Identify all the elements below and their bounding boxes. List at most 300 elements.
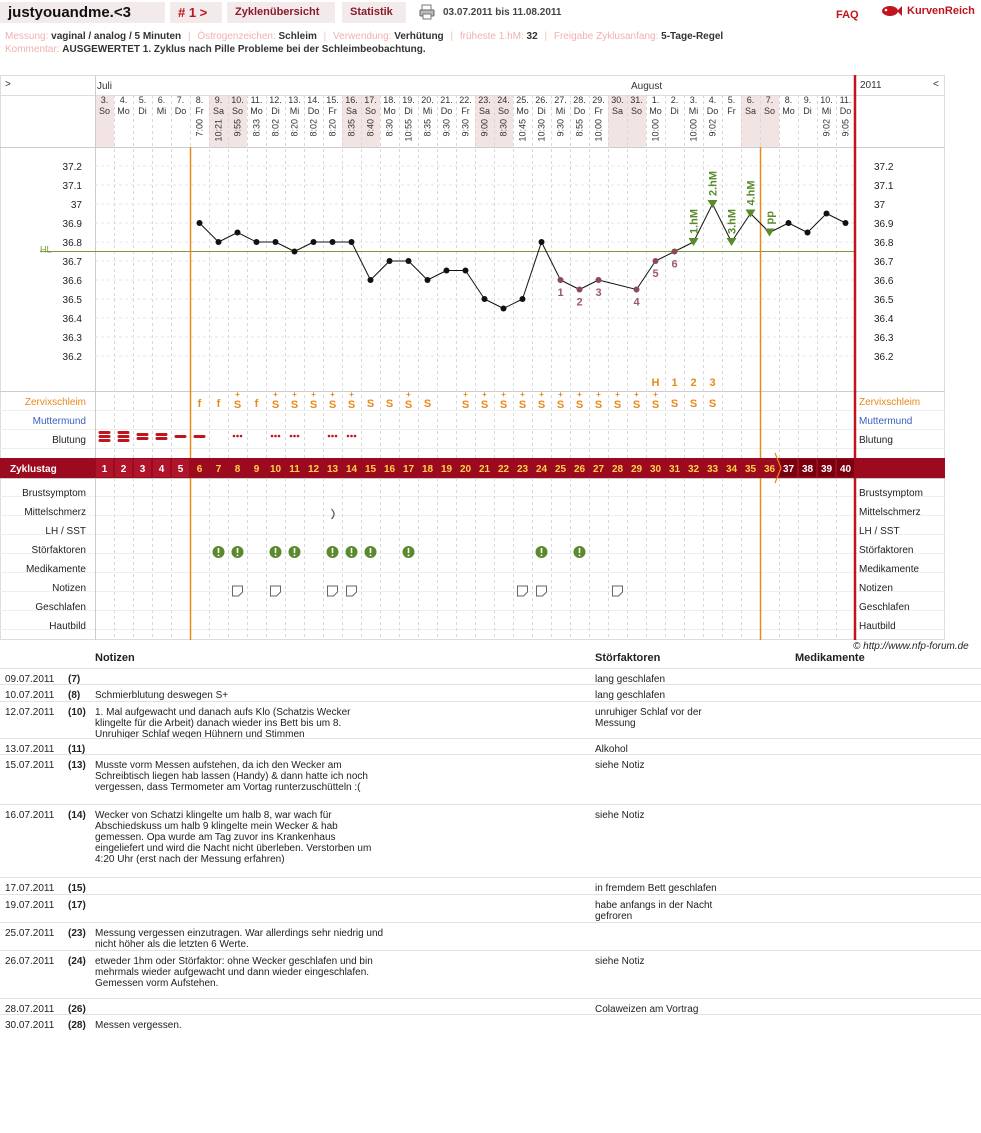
day-number: 22. bbox=[459, 95, 472, 105]
weekday-label: Mi bbox=[289, 106, 300, 116]
measure-time: 10:21 bbox=[213, 119, 224, 142]
mucus-symbol: f bbox=[197, 398, 202, 410]
cycle-day-number: 32 bbox=[687, 464, 700, 475]
spotting-dot bbox=[236, 435, 239, 438]
note-disturbance: unruhiger Schlaf vor der Messung bbox=[595, 707, 702, 729]
low-count-label: 1 bbox=[557, 287, 564, 299]
cycle-day-number: 2 bbox=[120, 464, 127, 475]
bleeding-mark bbox=[156, 437, 168, 440]
cycle-day-number: 27 bbox=[592, 464, 605, 475]
weekday-label: Sa bbox=[611, 106, 624, 116]
weekday-label: Fr bbox=[727, 106, 736, 116]
temp-tick-left: 36.7 bbox=[62, 257, 82, 268]
brand-name[interactable]: KurvenReich bbox=[907, 5, 975, 17]
measure-time: 8:20 bbox=[327, 119, 338, 137]
cycle-day-number: 38 bbox=[801, 464, 814, 475]
spotting-dot bbox=[233, 435, 236, 438]
temp-point bbox=[463, 268, 469, 274]
disturbance-icon-mark bbox=[351, 548, 353, 553]
note-cycle-day: (23) bbox=[68, 928, 86, 939]
disturbance-icon-mark bbox=[541, 548, 543, 553]
note-cycle-day: (28) bbox=[68, 1020, 86, 1031]
note-disturbance: in fremdem Bett geschlafen bbox=[595, 883, 717, 894]
note-cycle-day: (15) bbox=[68, 883, 86, 894]
mucus-symbol: S bbox=[708, 398, 717, 410]
cycle-day-number: 4 bbox=[158, 464, 165, 475]
cycle-day-number: 34 bbox=[725, 464, 738, 475]
info-label: früheste 1.hM: bbox=[459, 31, 524, 42]
temp-tick-right: 36.9 bbox=[874, 219, 894, 230]
weekday-label: Mo bbox=[383, 106, 396, 116]
note-disturbance: siehe Notiz bbox=[595, 956, 645, 967]
mucus-symbol: f bbox=[216, 398, 221, 410]
note-row bbox=[0, 1014, 981, 1030]
mucus-symbol: S bbox=[461, 399, 470, 411]
peak-mark: 2 bbox=[690, 377, 697, 389]
temp-point bbox=[577, 287, 583, 293]
day-number: 6. bbox=[746, 95, 755, 105]
mucus-plus: + bbox=[311, 390, 316, 399]
cycle-day-number: 15 bbox=[364, 464, 377, 475]
temp-point bbox=[425, 277, 431, 283]
day-number: 3. bbox=[689, 95, 698, 105]
info-value: Schleim bbox=[278, 31, 317, 42]
day-number: 4. bbox=[119, 95, 128, 105]
cycle-day-number: 16 bbox=[383, 464, 396, 475]
temp-tick-right: 37.2 bbox=[874, 162, 894, 173]
mucus-plus: + bbox=[482, 390, 487, 399]
temp-point bbox=[824, 211, 830, 217]
spotting-dot bbox=[350, 435, 353, 438]
day-number: 30. bbox=[611, 95, 624, 105]
weekday-label: Do bbox=[174, 106, 187, 116]
fish-logo-icon bbox=[880, 2, 902, 20]
day-number: 24. bbox=[497, 95, 510, 105]
temp-tick-right: 36.8 bbox=[874, 238, 894, 249]
cycle-day-number: 3 bbox=[139, 464, 146, 475]
disturbance-icon-mark bbox=[237, 555, 239, 557]
cycle-day-number: 10 bbox=[269, 464, 282, 475]
mucus-symbol: S bbox=[271, 399, 280, 411]
weekday-label: Mo bbox=[250, 106, 263, 116]
note-disturbance: Alkohol bbox=[595, 744, 628, 755]
row-label-left: Mittelschmerz bbox=[24, 507, 86, 518]
day-number: 3. bbox=[100, 95, 109, 105]
cycle-day-number: 25 bbox=[554, 464, 567, 475]
note-row bbox=[0, 950, 981, 998]
bleeding-mark bbox=[99, 439, 111, 442]
disturbance-icon-mark bbox=[579, 548, 581, 553]
note-text: Musste vorm Messen aufstehen, da ich den Wecker am Schreibtisch liegen hab lassen (Handy) & dann hatte ich noch vergessen, dass Termometer am Vortag runterzuschütteln :( bbox=[95, 760, 368, 793]
tab-statistik[interactable]: Statistik bbox=[342, 2, 406, 23]
temp-point bbox=[672, 249, 678, 255]
row-label-left: Medikamente bbox=[25, 564, 86, 575]
spotting-dot bbox=[290, 435, 293, 438]
note-disturbance: lang geschlafen bbox=[595, 674, 666, 685]
cycle-day-number: 29 bbox=[630, 464, 643, 475]
day-number: 7. bbox=[176, 95, 185, 105]
measure-time: 10:00 bbox=[650, 119, 661, 142]
measure-time: 10:45 bbox=[517, 119, 528, 142]
temp-tick-right: 36.6 bbox=[874, 276, 894, 287]
day-number: 7. bbox=[765, 95, 774, 105]
day-number: 27. bbox=[554, 95, 567, 105]
measure-time: 10:00 bbox=[688, 119, 699, 142]
weekday-label: Mo bbox=[117, 106, 130, 116]
cycle-day-number: 1 bbox=[101, 464, 108, 475]
temp-point bbox=[558, 277, 564, 283]
temp-point bbox=[653, 258, 659, 264]
bleeding-mark bbox=[194, 435, 206, 438]
day-number: 10. bbox=[231, 95, 244, 105]
cycle-day-number: 8 bbox=[234, 464, 241, 475]
mucus-plus: + bbox=[577, 390, 582, 399]
low-count-label: 3 bbox=[595, 287, 602, 299]
bleeding-mark bbox=[137, 437, 149, 440]
row-label-right: Notizen bbox=[859, 583, 893, 594]
weekday-label: Di bbox=[271, 106, 280, 116]
tab-zyklenuebersicht[interactable]: Zyklenübersicht bbox=[227, 2, 335, 23]
note-row bbox=[0, 804, 981, 877]
info-value: 32 bbox=[526, 31, 538, 42]
mucus-symbol: S bbox=[556, 399, 565, 411]
disturbance-icon-mark bbox=[408, 555, 410, 557]
note-text: 1. Mal aufgewacht und danach aufs Klo (Schatzis Wecker klingelte für die Arbeit) danach wieder ins Bett bis um 8. Unruhiger Schlaf wegen Hühnern und Stimmen bbox=[95, 707, 351, 740]
row-label-right: Hautbild bbox=[859, 621, 896, 632]
mucus-symbol: f bbox=[254, 398, 259, 410]
bleeding-mark bbox=[99, 435, 111, 438]
cycle-day-number: 7 bbox=[215, 464, 222, 475]
cycle-day-number: 21 bbox=[478, 464, 491, 475]
measure-time: 9:02 bbox=[821, 119, 832, 137]
disturbance-icon-mark bbox=[275, 555, 277, 557]
spotting-dot bbox=[335, 435, 338, 438]
note-row bbox=[0, 894, 981, 922]
mucus-symbol: S bbox=[290, 399, 299, 411]
weekday-label: So bbox=[98, 106, 111, 116]
note-row bbox=[0, 998, 981, 1014]
disturbance-icon-mark bbox=[275, 548, 277, 553]
measure-time: 8:30 bbox=[498, 119, 509, 137]
coverline-label: HL bbox=[40, 244, 52, 255]
row-label-left: Störfaktoren bbox=[31, 545, 86, 556]
info-label: Östrogenzeichen: bbox=[197, 31, 276, 42]
measure-time: 9:30 bbox=[441, 119, 452, 137]
measure-time: 8:33 bbox=[251, 119, 262, 137]
cycle-day-number: 24 bbox=[535, 464, 548, 475]
mucus-symbol: S bbox=[328, 399, 337, 411]
note-row bbox=[0, 922, 981, 950]
cycle-day-number: 18 bbox=[421, 464, 434, 475]
row-label-left: Zervixschleim bbox=[24, 397, 86, 408]
weekday-label: Sa bbox=[744, 106, 757, 116]
mucus-symbol: S bbox=[423, 398, 432, 410]
mucus-symbol: S bbox=[309, 399, 318, 411]
cycle-day-number: 19 bbox=[440, 464, 453, 475]
cycle-day-label: Zyklustag bbox=[10, 464, 57, 475]
nav-prev-button[interactable]: > bbox=[5, 79, 11, 90]
note-date: 19.07.2011 bbox=[5, 900, 55, 911]
measure-time: 9:30 bbox=[555, 119, 566, 137]
temp-tick-right: 36.4 bbox=[874, 314, 894, 325]
cycle-day-number: 17 bbox=[402, 464, 415, 475]
note-row bbox=[0, 684, 981, 701]
note-date: 26.07.2011 bbox=[5, 956, 55, 967]
mucus-plus: + bbox=[634, 390, 639, 399]
note-date: 13.07.2011 bbox=[5, 744, 55, 755]
day-number: 8. bbox=[784, 95, 793, 105]
temp-tick-right: 36.3 bbox=[874, 333, 894, 344]
nav-next-button[interactable]: < bbox=[933, 79, 939, 90]
cycle-day-number: 40 bbox=[839, 464, 852, 475]
row-label-left: Blutung bbox=[52, 435, 86, 446]
note-text: Schmierblutung deswegen S+ bbox=[95, 690, 229, 701]
note-text: etweder 1hm oder Störfaktor: ohne Wecker geschlafen und bin mehrmals wieder aufgewacht und dann wieder eingeschlafen. Gemessen vorm Aufstehen. bbox=[95, 956, 373, 989]
temp-tick-right: 36.2 bbox=[874, 352, 894, 363]
day-number: 29. bbox=[592, 95, 605, 105]
mucus-symbol: S bbox=[233, 399, 242, 411]
note-date: 16.07.2011 bbox=[5, 810, 55, 821]
cycle-nav-button[interactable]: # 1 > bbox=[170, 2, 222, 23]
day-number: 23. bbox=[478, 95, 491, 105]
temp-point bbox=[235, 230, 241, 236]
temp-point bbox=[368, 277, 374, 283]
day-number: 18. bbox=[383, 95, 396, 105]
weekday-label: Sa bbox=[478, 106, 491, 116]
measure-time: 8:40 bbox=[365, 119, 376, 137]
info-label: Freigabe Zyklusanfang: bbox=[553, 31, 659, 42]
info-value: vaginal / analog / 5 Minuten bbox=[51, 31, 182, 42]
mucus-symbol: S bbox=[480, 399, 489, 411]
weekday-label: Do bbox=[706, 106, 719, 116]
mucus-plus: + bbox=[292, 390, 297, 399]
weekday-label: Fr bbox=[328, 106, 337, 116]
cycle-day-number: 13 bbox=[326, 464, 339, 475]
note-disturbance: habe anfangs in der Nacht gefroren bbox=[595, 900, 713, 922]
peak-mark: 3 bbox=[709, 377, 716, 389]
info-label: Messung: bbox=[5, 31, 49, 42]
mucus-symbol: S bbox=[651, 399, 660, 411]
peak-mark: H bbox=[651, 377, 660, 389]
temp-tick-right: 37.1 bbox=[874, 181, 894, 192]
cycle-day-number: 23 bbox=[516, 464, 529, 475]
stor-header: Störfaktoren bbox=[595, 652, 661, 664]
cycle-day-number: 5 bbox=[177, 464, 184, 475]
temp-tick-left: 36.3 bbox=[62, 333, 82, 344]
cycle-day-number: 11 bbox=[289, 464, 300, 475]
weekday-label: Fr bbox=[594, 106, 603, 116]
row-label-right: Medikamente bbox=[859, 564, 920, 575]
row-label-right: Muttermund bbox=[859, 416, 913, 427]
printer-icon[interactable] bbox=[419, 4, 435, 20]
temp-tick-left: 37 bbox=[70, 200, 82, 211]
mucus-plus: + bbox=[273, 390, 278, 399]
weekday-label: So bbox=[630, 106, 643, 116]
mucus-symbol: S bbox=[366, 398, 375, 410]
note-row bbox=[0, 668, 981, 684]
faq-link[interactable]: FAQ bbox=[836, 9, 859, 21]
weekday-label: Mi bbox=[156, 106, 167, 116]
high-count-label: 2.hM bbox=[707, 170, 720, 196]
disturbance-icon-mark bbox=[294, 555, 296, 557]
temp-point bbox=[197, 220, 203, 226]
info-value: 5-Tage-Regel bbox=[661, 31, 724, 42]
temp-point bbox=[843, 220, 849, 226]
weekday-label: Do bbox=[573, 106, 586, 116]
mucus-symbol: S bbox=[518, 399, 527, 411]
disturbance-icon-mark bbox=[370, 548, 372, 553]
spotting-dot bbox=[293, 435, 296, 438]
spotting-dot bbox=[354, 435, 357, 438]
day-number: 5. bbox=[138, 95, 147, 105]
cycle-day-number: 9 bbox=[253, 464, 260, 475]
row-label-right: Mittelschmerz bbox=[859, 507, 921, 518]
high-count-label: 1.hM bbox=[688, 208, 701, 234]
note-text: Wecker von Schatzi klingelte um halb 8, war wach für Abschiedskuss um halb 9 klingelte mein Wecker & hab gemessen. Opa wurde am Tag zuvor ins Krankenhaus eingeliefert und wird die Nacht nicht überleben. Verstorben um 4:20 Uhr (erst nach der Messung erfahren) bbox=[95, 810, 372, 865]
weekday-label: Di bbox=[138, 106, 147, 116]
high-count-label: 4.hM bbox=[745, 180, 758, 206]
temp-point bbox=[406, 258, 412, 264]
weekday-label: So bbox=[763, 106, 776, 116]
note-cycle-day: (14) bbox=[68, 810, 86, 821]
disturbance-icon-mark bbox=[218, 548, 220, 553]
bleeding-mark bbox=[137, 433, 149, 436]
measure-time: 10:00 bbox=[593, 119, 604, 142]
cycle-day-number: 20 bbox=[459, 464, 472, 475]
temp-tick-left: 37.2 bbox=[62, 162, 82, 173]
note-cycle-day: (7) bbox=[68, 674, 81, 685]
cycle-chart bbox=[0, 75, 945, 640]
temp-point bbox=[482, 296, 488, 302]
note-row bbox=[0, 877, 981, 894]
temp-point bbox=[254, 239, 260, 245]
comment-text: AUSGEWERTET 1. Zyklus nach Pille Probleme bei der Schleimbeobachtung. bbox=[62, 44, 426, 55]
day-number: 17. bbox=[364, 95, 377, 105]
mucus-plus: + bbox=[406, 390, 411, 399]
measure-time: 8:20 bbox=[289, 119, 300, 137]
note-date: 10.07.2011 bbox=[5, 690, 55, 701]
day-number: 4. bbox=[708, 95, 717, 105]
spotting-dot bbox=[240, 435, 243, 438]
row-label-right: Blutung bbox=[859, 435, 893, 446]
day-number: 11. bbox=[839, 95, 852, 105]
temp-tick-left: 36.5 bbox=[62, 295, 82, 306]
weekday-label: Di bbox=[670, 106, 679, 116]
temp-point bbox=[330, 239, 336, 245]
cycle-day-number: 35 bbox=[744, 464, 757, 475]
month-label: August bbox=[631, 81, 663, 92]
temp-point bbox=[786, 220, 792, 226]
bleeding-mark bbox=[99, 431, 111, 434]
measure-time: 8:30 bbox=[384, 119, 395, 137]
note-disturbance: lang geschlafen bbox=[595, 690, 666, 701]
mucus-symbol: S bbox=[385, 398, 394, 410]
cycle-day-number: 33 bbox=[706, 464, 719, 475]
day-number: 12. bbox=[269, 95, 282, 105]
mucus-plus: + bbox=[615, 390, 620, 399]
note-row bbox=[0, 701, 981, 738]
mucus-symbol: S bbox=[594, 399, 603, 411]
note-cycle-day: (17) bbox=[68, 900, 86, 911]
weekday-label: Fr bbox=[461, 106, 470, 116]
mucus-plus: + bbox=[463, 390, 468, 399]
med-header: Medikamente bbox=[795, 652, 865, 664]
disturbance-icon-mark bbox=[351, 555, 353, 557]
cycle-day-number: 6 bbox=[196, 464, 203, 475]
temp-tick-right: 36.5 bbox=[874, 295, 894, 306]
measure-time: 8:55 bbox=[574, 119, 585, 137]
day-number: 15. bbox=[326, 95, 339, 105]
info-value: Verhütung bbox=[394, 31, 444, 42]
temp-tick-right: 37 bbox=[874, 200, 886, 211]
cycle-day-number: 14 bbox=[345, 464, 358, 475]
weekday-label: Mo bbox=[516, 106, 529, 116]
mucus-symbol: S bbox=[499, 399, 508, 411]
note-text: Messen vergessen. bbox=[95, 1020, 182, 1031]
weekday-label: Sa bbox=[212, 106, 225, 116]
weekday-label: Mi bbox=[422, 106, 433, 116]
day-number: 26. bbox=[535, 95, 548, 105]
temp-point bbox=[520, 296, 526, 302]
note-date: 17.07.2011 bbox=[5, 883, 55, 894]
username-title: justyouandme.<3 bbox=[0, 2, 165, 23]
note-row bbox=[0, 754, 981, 804]
notes-header: Notizen bbox=[95, 652, 135, 664]
bleeding-mark bbox=[118, 431, 130, 434]
chart-svg bbox=[0, 75, 945, 640]
day-number: 25. bbox=[516, 95, 529, 105]
spotting-dot bbox=[278, 435, 281, 438]
measure-time: 9:00 bbox=[479, 119, 490, 137]
temp-tick-left: 36.4 bbox=[62, 314, 82, 325]
mucus-symbol: S bbox=[689, 398, 698, 410]
note-date: 28.07.2011 bbox=[5, 1004, 55, 1015]
mucus-plus: + bbox=[349, 390, 354, 399]
weekday-label: Di bbox=[404, 106, 413, 116]
disturbance-icon-mark bbox=[332, 555, 334, 557]
day-number: 31. bbox=[630, 95, 643, 105]
cycle-day-number: 30 bbox=[649, 464, 662, 475]
row-label-right: LH / SST bbox=[859, 526, 900, 537]
temp-point bbox=[292, 249, 298, 255]
row-label-left: Hautbild bbox=[49, 621, 86, 632]
row-label-left: Muttermund bbox=[32, 416, 86, 427]
row-label-right: Störfaktoren bbox=[859, 545, 914, 556]
temp-point bbox=[501, 306, 507, 312]
temp-point bbox=[444, 268, 450, 274]
bleeding-mark bbox=[118, 435, 130, 438]
high-count-label: 3.hM bbox=[726, 208, 739, 234]
mucus-symbol: S bbox=[347, 399, 356, 411]
day-number: 2. bbox=[670, 95, 679, 105]
note-cycle-day: (13) bbox=[68, 760, 86, 771]
row-label-right: Zervixschleim bbox=[859, 397, 921, 408]
disturbance-icon-mark bbox=[294, 548, 296, 553]
row-label-right: Geschlafen bbox=[859, 602, 910, 613]
disturbance-icon-mark bbox=[237, 548, 239, 553]
measure-time: 9:02 bbox=[707, 119, 718, 137]
cycle-day-number: 28 bbox=[611, 464, 624, 475]
cycle-day-number: 39 bbox=[820, 464, 833, 475]
temp-tick-left: 36.6 bbox=[62, 276, 82, 287]
cycle-day-number: 12 bbox=[307, 464, 320, 475]
weekday-label: So bbox=[364, 106, 377, 116]
note-date: 15.07.2011 bbox=[5, 760, 55, 771]
day-number: 5. bbox=[727, 95, 736, 105]
chart-frame bbox=[1, 76, 945, 640]
info-line-comment bbox=[5, 43, 975, 56]
day-number: 11. bbox=[250, 95, 263, 105]
